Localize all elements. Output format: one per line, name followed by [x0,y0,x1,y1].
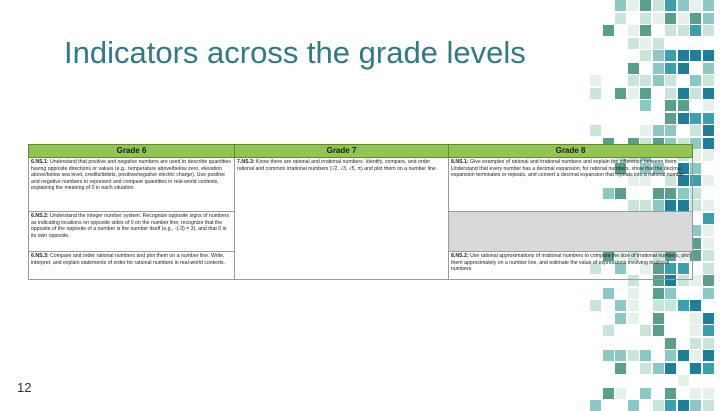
mosaic-square [640,13,651,24]
mosaic-square [665,75,676,86]
mosaic-square [678,0,689,11]
mosaic-square [653,313,664,324]
standard-6-ns-2 [29,212,235,252]
mosaic-square [690,25,701,36]
mosaic-square [628,25,639,36]
mosaic-square [665,13,676,24]
mosaic-square [603,25,614,36]
mosaic-square [603,288,614,299]
mosaic-square [665,363,676,374]
mosaic-square [690,13,701,24]
mosaic-square [703,363,714,374]
mosaic-square [678,113,689,124]
mosaic-square [690,313,701,324]
mosaic-square [640,125,651,136]
mosaic-square [653,400,664,411]
mosaic-square [690,363,701,374]
mosaic-square [628,400,639,411]
standard-id: 7.NS.3: [237,159,255,165]
mosaic-square [640,50,651,61]
mosaic-square [615,88,626,99]
mosaic-square [665,300,676,311]
mosaic-square [703,25,714,36]
mosaic-square [665,113,676,124]
mosaic-square [665,25,676,36]
mosaic-square [653,325,664,336]
mosaic-square [690,113,701,124]
standard-8-ns-1 [449,158,693,212]
mosaic-square [703,125,714,136]
mosaic-square [628,313,639,324]
mosaic-square [690,75,701,86]
header-grade-7: Grade 7 [235,145,449,158]
mosaic-square [653,13,664,24]
mosaic-square [640,363,651,374]
mosaic-square [703,113,714,124]
mosaic-square [628,0,639,11]
mosaic-square [653,63,664,74]
mosaic-square [615,350,626,361]
mosaic-square [703,263,714,274]
table-header-row [29,145,693,158]
mosaic-square [615,388,626,399]
standard-id: 6.NS.3: [31,253,49,259]
mosaic-square [678,375,689,386]
mosaic-square [690,338,701,349]
mosaic-square [690,400,701,411]
mosaic-square [590,125,601,136]
mosaic-square [690,388,701,399]
mosaic-square [615,0,626,11]
standard-7-ns-3 [235,158,449,280]
mosaic-square [703,325,714,336]
mosaic-square [703,288,714,299]
mosaic-square [690,88,701,99]
mosaic-square [665,100,676,111]
mosaic-square [678,88,689,99]
standards-table [28,144,693,280]
mosaic-square [615,300,626,311]
mosaic-square [665,288,676,299]
mosaic-square [678,25,689,36]
standard-text: Give examples of rational and irrational numbers and explain the difference between them. Understand that every number has a decimal expansion; for rational numbers, show that the decimal expansion terminates or repeats, and convert a decimal expansion that repeats into a rational number. [451,159,686,179]
standard-id: 8.NS.1: [451,159,469,165]
mosaic-square [628,88,639,99]
mosaic-square [703,313,714,324]
mosaic-square [703,175,714,186]
mosaic-square [653,125,664,136]
mosaic-square [640,100,651,111]
mosaic-square [590,88,601,99]
mosaic-square [703,200,714,211]
mosaic-square [628,38,639,49]
header-grade-6: Grade 6 [29,145,235,158]
mosaic-square [678,100,689,111]
mosaic-square [703,250,714,261]
slide-title: Indicators across the grade levels [64,35,526,70]
mosaic-square [653,300,664,311]
mosaic-square [703,388,714,399]
mosaic-square [665,338,676,349]
mosaic-square [678,50,689,61]
empty-grade-8-cell [449,212,693,252]
mosaic-square [665,350,676,361]
mosaic-square [653,38,664,49]
mosaic-square [640,388,651,399]
mosaic-square [590,400,601,411]
mosaic-square [703,225,714,236]
mosaic-square [678,350,689,361]
mosaic-square [703,238,714,249]
mosaic-square [690,350,701,361]
mosaic-square [665,63,676,74]
mosaic-square [703,75,714,86]
mosaic-square [690,300,701,311]
standard-6-ns-3 [29,252,235,280]
mosaic-square [665,88,676,99]
mosaic-square [628,75,639,86]
mosaic-square [653,363,664,374]
mosaic-square [615,13,626,24]
page-number: 12 [17,380,32,395]
mosaic-square [640,325,651,336]
mosaic-square [690,50,701,61]
mosaic-square [703,100,714,111]
mosaic-square [665,0,676,11]
standard-text: Use rational approximations of irrational numbers to compare the size of irrational numbers, plot them approximately on a number line, and estimate the value of expressions involving irrational numbers. [451,253,690,273]
mosaic-square [653,0,664,11]
mosaic-square [703,63,714,74]
mosaic-square [703,50,714,61]
mosaic-square [640,350,651,361]
mosaic-square [703,150,714,161]
mosaic-square [678,400,689,411]
mosaic-square [590,75,601,86]
mosaic-square [703,338,714,349]
mosaic-square [603,350,614,361]
mosaic-square [678,63,689,74]
mosaic-square [665,125,676,136]
mosaic-square [628,288,639,299]
standard-text: Compare and order rational numbers and plot them on a number line. Write, interpret, and explain statements of order for rational numbers in real-world contexts. [31,253,226,266]
mosaic-square [603,388,614,399]
standard-text: Understand the integer number system. Recognize opposite signs of numbers as indicating locations on opposite sides of 0 on the number line; recognize that the opposite of the opposite of a number is the number itself (e.g., -(-3) = 3), and that 0 is its own opposite. [31,213,230,239]
mosaic-square [615,363,626,374]
mosaic-square [703,213,714,224]
mosaic-square [653,50,664,61]
mosaic-square [628,300,639,311]
mosaic-square [640,25,651,36]
mosaic-square [703,275,714,286]
mosaic-square [690,325,701,336]
mosaic-square [640,75,651,86]
mosaic-square [640,88,651,99]
mosaic-square [690,0,701,11]
mosaic-square [665,400,676,411]
mosaic-square [678,300,689,311]
mosaic-square [703,13,714,24]
mosaic-square [703,0,714,11]
table-row [29,158,693,212]
mosaic-square [640,0,651,11]
mosaic-square [665,50,676,61]
standard-8-ns-2 [449,252,693,280]
mosaic-square [703,88,714,99]
standard-id: 6.NS.1: [31,159,49,165]
mosaic-square [615,313,626,324]
mosaic-square [703,400,714,411]
mosaic-square [703,138,714,149]
standard-6-ns-1 [29,158,235,212]
mosaic-square [628,63,639,74]
mosaic-square [628,350,639,361]
mosaic-square [690,125,701,136]
mosaic-square [590,300,601,311]
mosaic-square [603,325,614,336]
mosaic-square [678,13,689,24]
standard-id: 6.NS.2: [31,213,49,219]
mosaic-square [703,350,714,361]
standard-text: Understand that positive and negative numbers are used to describe quantities having opposite directions or values (e.g., temperature above/below zero, elevation above/below sea level, credits/debits, positive/negative electric charge). Use positive and negative numbers to represent and compare quantities in real-world contexts, explaining the meaning of 0 in each situation. [31,159,231,192]
standard-text: Know there are rational and irrational numbers. Identify, compare, and order rational and common irrational numbers (√2, √3, √5, π) and plot them on a number line. [237,159,438,172]
mosaic-square [665,388,676,399]
header-grade-8: Grade 8 [449,145,693,158]
mosaic-square [653,288,664,299]
standard-id: 8.NS.2: [451,253,469,259]
mosaic-square [653,75,664,86]
mosaic-square [640,38,651,49]
